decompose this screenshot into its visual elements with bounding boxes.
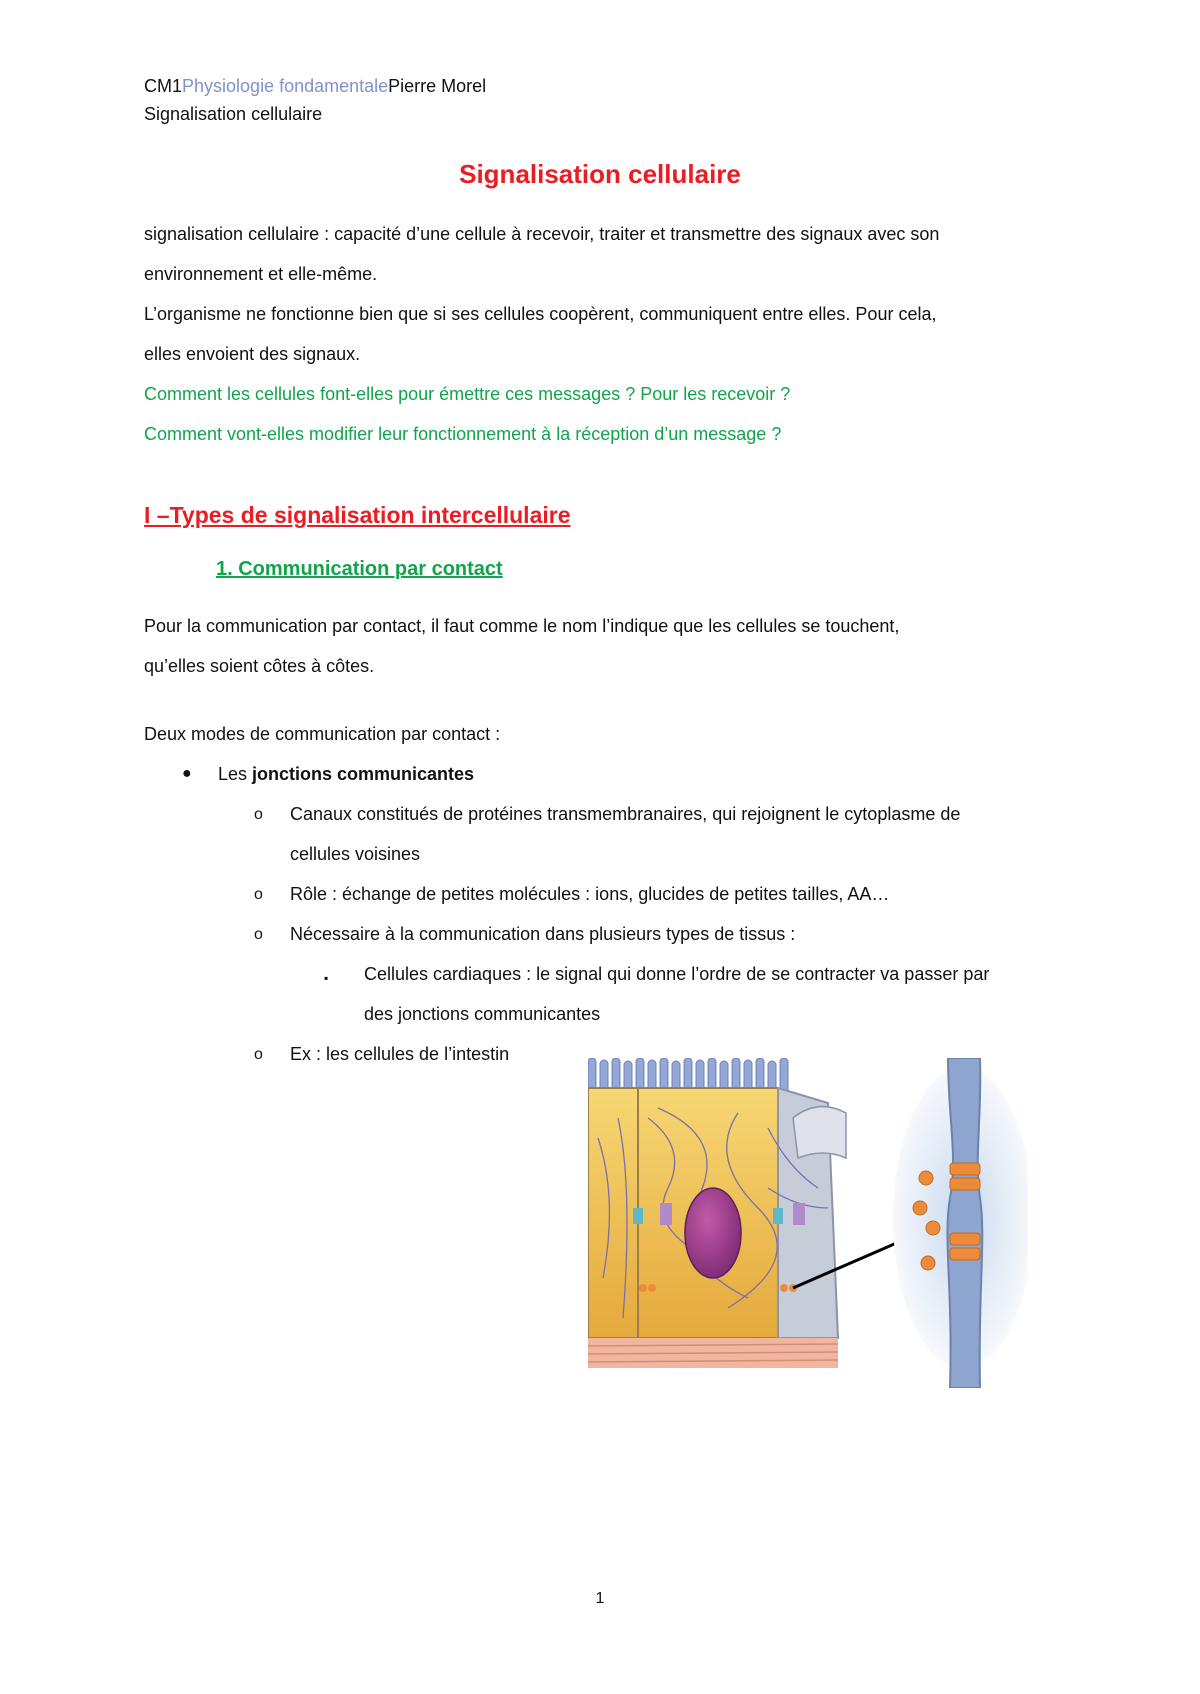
bullet-disc-icon: ●: [182, 765, 192, 782]
sub3: Nécessaire à la communication dans plusieurs types de tissus :: [290, 924, 796, 944]
bullet-main-bold: jonctions communicantes: [252, 764, 475, 784]
cell-nucleus: [685, 1188, 741, 1278]
header-course: CM1: [144, 76, 183, 96]
sub1-line-2: cellules voisines: [290, 844, 421, 864]
bullet-circle-icon: o: [254, 926, 263, 943]
section-heading: I –Types de signalisation intercellulaire: [144, 502, 571, 528]
epithelial-cell-left: [588, 1088, 638, 1338]
bullet-circle-icon: o: [254, 1046, 263, 1063]
subsub1-line-2: des jonctions communicantes: [364, 1004, 601, 1024]
bullet-main-prefix: Les: [218, 764, 253, 784]
sub1-line-1: Canaux constitués de protéines transmembranaires, qui rejoignent le cytoplasme de: [290, 804, 961, 824]
running-header: [144, 74, 486, 98]
definition-line-1: signalisation cellulaire : capacité d’une cellule à recevoir, traiter et transmettre des signaux avec son: [144, 224, 940, 244]
sub4: Ex : les cellules de l’intestin: [290, 1044, 510, 1064]
bullet-circle-icon: o: [254, 806, 263, 823]
organism-line-1: L’organisme ne fonctionne bien que si ses cellules coopèrent, communiquent entre elles. Pour cela,: [144, 304, 937, 324]
header-author: Pierre Morel: [388, 76, 487, 96]
subsection-heading: 1. Communication par contact: [216, 558, 503, 580]
bullet-square-icon: ▪: [324, 971, 329, 985]
sub2: Rôle : échange de petites molécules : ions, glucides de petites tailles, AA…: [290, 884, 890, 904]
cut-membrane-flap: [793, 1107, 846, 1158]
header-subject: Physiologie fondamentale: [182, 76, 389, 96]
bullet-circle-icon: o: [254, 886, 263, 903]
organism-line-2: elles envoient des signaux.: [144, 344, 361, 364]
modes-intro: Deux modes de communication par contact :: [144, 724, 501, 744]
question-2: Comment vont-elles modifier leur fonctionnement à la réception d’un message ?: [144, 424, 782, 444]
document-title: Signalisation cellulaire: [459, 159, 741, 189]
contact-para-line-1: Pour la communication par contact, il faut comme le nom l’indique que les cellules se touchent,: [144, 616, 900, 636]
contact-para-line-2: qu’elles soient côtes à côtes.: [144, 656, 375, 676]
intestine-gap-junction-illustration: [588, 1058, 1028, 1388]
membrane-detail: [947, 1058, 982, 1388]
definition-line-2: environnement et elle-même.: [144, 264, 378, 284]
header-topic: Signalisation cellulaire: [144, 104, 323, 124]
bullet-main: [218, 762, 1138, 786]
page-number: 1: [595, 1590, 605, 1607]
question-1: Comment les cellules font-elles pour émettre ces messages ? Pour les recevoir ?: [144, 384, 791, 404]
subsub1-line-1: Cellules cardiaques : le signal qui donne l’ordre de se contracter va passer par: [364, 964, 990, 984]
